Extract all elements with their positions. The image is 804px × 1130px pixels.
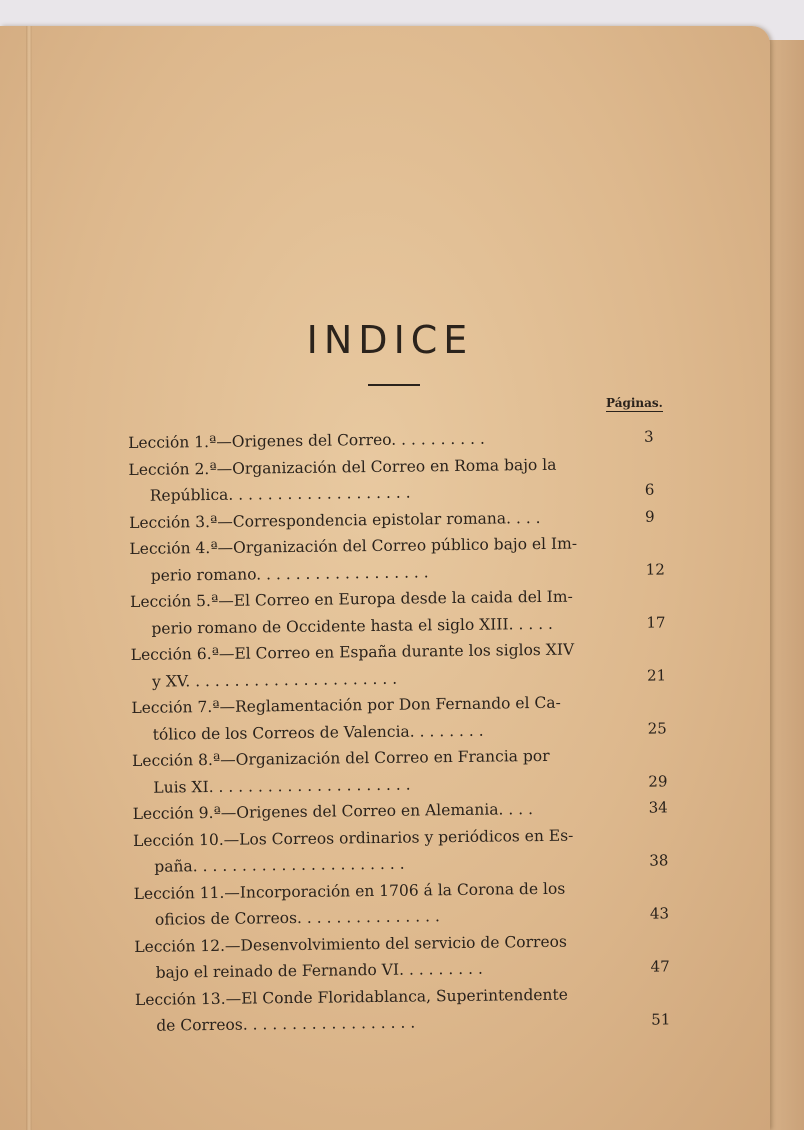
title-rule (368, 384, 420, 386)
toc-page-number: 47 (650, 957, 670, 976)
toc-entry-title: Lección 7.ª—Reglamentación por Don Fernando el Ca- (131, 693, 561, 717)
toc-entry-title: Lección 9.ª—Origenes del Correo en Alemania. . . . (132, 800, 534, 823)
toc-entry-title: Lección 6.ª—El Correo en España durante los siglos XIV (130, 640, 575, 664)
page-fold-crease (26, 26, 32, 1130)
toc-entry (134, 980, 671, 1039)
toc-entry-continuation: bajo el reinado de Fernando VI. . . . . . . . . (155, 959, 483, 982)
toc-entry (129, 530, 665, 589)
toc-page-number: 38 (649, 851, 669, 870)
toc-entry-continuation: tólico de los Correos de Valencia. . . . . . . . (152, 721, 484, 744)
toc-entry-title: Lección 8.ª—Organización del Correo en Francia por (131, 746, 550, 770)
page-title: INDICE (306, 318, 474, 362)
toc-entry (130, 636, 667, 695)
toc-entry-title: Lección 5.ª—El Correo en Europa desde la caida del Im- (129, 587, 573, 611)
toc-entry-title: Lección 10.—Los Correos ordinarios y periódicos en Es- (132, 826, 574, 850)
toc-page-number: 3 (644, 427, 654, 446)
toc-page-number: 34 (648, 798, 668, 817)
toc-entry-title: Lección 4.ª—Organización del Correo público bajo el Im- (129, 534, 578, 558)
toc-page-number: 21 (646, 665, 667, 685)
toc-entry (131, 742, 668, 801)
toc-entry-continuation: de Correos. . . . . . . . . . . . . . . . . . (156, 1013, 416, 1035)
toc-page-number: 43 (649, 904, 670, 923)
toc-entry-title: Lección 2.ª—Organización del Correo en Roma bajo la (128, 455, 557, 479)
toc-entry (129, 583, 666, 642)
toc-page-number: 6 (644, 480, 655, 499)
toc-entry-title: Lección 13.—El Conde Floridablanca, Superintendente (134, 985, 568, 1009)
toc-entry-title: Lección 12.—Desenvolvimiento del servicio de Correos (134, 932, 567, 956)
toc-entry-continuation: perio romano. . . . . . . . . . . . . . . . . . (150, 562, 429, 585)
toc-page-number: 12 (645, 559, 665, 579)
pages-column-header: Páginas. (606, 396, 663, 410)
toc-entry-continuation: Luis XI. . . . . . . . . . . . . . . . . . . . . (153, 775, 411, 797)
toc-entry (134, 927, 670, 986)
toc-page-number: 51 (651, 1010, 671, 1029)
table-of-contents (128, 424, 671, 1039)
toc-entry (128, 450, 655, 509)
toc-page-number: 29 (648, 771, 668, 791)
toc-page-number: 17 (646, 612, 666, 632)
toc-entry-continuation: y XV. . . . . . . . . . . . . . . . . . . . . . (151, 669, 398, 691)
toc-entry (132, 821, 669, 880)
toc-entry-title: Lección 1.ª—Origenes del Correo. . . . . . . . . . (128, 429, 485, 452)
toc-entry-continuation: República. . . . . . . . . . . . . . . . . . . (149, 483, 411, 505)
toc-page-number: 25 (647, 718, 667, 738)
toc-entry-continuation: oficios de Correos. . . . . . . . . . . . . . . (154, 907, 440, 929)
toc-page-number: 9 (644, 507, 655, 526)
toc-entry (131, 689, 667, 748)
toc-entry-continuation: perio romano de Occidente hasta el siglo XIII. . . . . (151, 614, 554, 638)
toc-entry-title: Lección 11.—Incorporación en 1706 á la Corona de los (133, 879, 566, 903)
toc-entry (133, 874, 670, 933)
toc-entry-title: Lección 3.ª—Correspondencia epistolar romana. . . . (129, 508, 541, 532)
toc-entry-continuation: paña. . . . . . . . . . . . . . . . . . . . . . (154, 854, 405, 876)
